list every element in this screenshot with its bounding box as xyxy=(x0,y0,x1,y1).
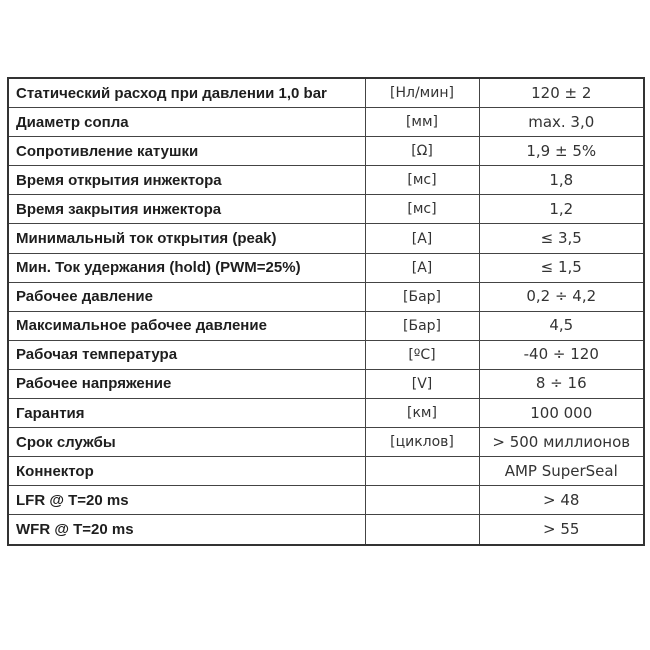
param-name: Срок службы xyxy=(8,428,365,457)
param-name: WFR @ T=20 ms xyxy=(8,515,365,545)
table-row xyxy=(8,78,644,108)
table-row xyxy=(8,340,644,369)
param-name: Мин. Ток удержания (hold) (PWM=25%) xyxy=(8,253,365,282)
table-row xyxy=(8,253,644,282)
param-unit: [A] xyxy=(365,253,479,282)
param-value: 4,5 xyxy=(479,311,644,340)
param-unit: [мс] xyxy=(365,166,479,195)
table-row xyxy=(8,108,644,137)
param-name: Сопротивление катушки xyxy=(8,137,365,166)
table-row xyxy=(8,515,644,545)
param-name: Максимальное рабочее давление xyxy=(8,311,365,340)
param-unit: [циклов] xyxy=(365,428,479,457)
table-row xyxy=(8,457,644,486)
param-value: 0,2 ÷ 4,2 xyxy=(479,282,644,311)
param-name: Рабочее давление xyxy=(8,282,365,311)
param-value: 1,9 ± 5% xyxy=(479,137,644,166)
param-name: Диаметр сопла xyxy=(8,108,365,137)
table-row xyxy=(8,195,644,224)
param-value: 100 000 xyxy=(479,399,644,428)
table-row xyxy=(8,369,644,398)
param-name: Время открытия инжектора xyxy=(8,166,365,195)
param-value: -40 ÷ 120 xyxy=(479,340,644,369)
param-value: > 55 xyxy=(479,515,644,545)
table-row xyxy=(8,166,644,195)
param-value: 1,8 xyxy=(479,166,644,195)
param-value: 120 ± 2 xyxy=(479,78,644,108)
param-value: > 48 xyxy=(479,486,644,515)
table-row xyxy=(8,428,644,457)
param-value: ≤ 3,5 xyxy=(479,224,644,253)
param-unit xyxy=(365,486,479,515)
param-unit: [Бар] xyxy=(365,282,479,311)
param-name: Статический расход при давлении 1,0 bar xyxy=(8,78,365,108)
table-row xyxy=(8,137,644,166)
param-unit: [Бар] xyxy=(365,311,479,340)
param-unit: [ºC] xyxy=(365,340,479,369)
param-value: > 500 миллионов xyxy=(479,428,644,457)
param-value: 1,2 xyxy=(479,195,644,224)
param-name: Минимальный ток открытия (peak) xyxy=(8,224,365,253)
param-unit: [A] xyxy=(365,224,479,253)
param-name: LFR @ T=20 ms xyxy=(8,486,365,515)
param-unit: [мм] xyxy=(365,108,479,137)
param-name: Время закрытия инжектора xyxy=(8,195,365,224)
param-unit: [V] xyxy=(365,369,479,398)
table-row xyxy=(8,486,644,515)
param-unit: [км] xyxy=(365,399,479,428)
param-unit: [Нл/мин] xyxy=(365,78,479,108)
table-row xyxy=(8,282,644,311)
param-name: Рабочая температура xyxy=(8,340,365,369)
param-value: 8 ÷ 16 xyxy=(479,369,644,398)
table-row xyxy=(8,224,644,253)
param-name: Рабочее напряжение xyxy=(8,369,365,398)
param-value: ≤ 1,5 xyxy=(479,253,644,282)
table-row xyxy=(8,399,644,428)
param-value: AMP SuperSeal xyxy=(479,457,644,486)
param-name: Коннектор xyxy=(8,457,365,486)
table-row xyxy=(8,311,644,340)
param-unit xyxy=(365,457,479,486)
param-name: Гарантия xyxy=(8,399,365,428)
param-unit: [Ω] xyxy=(365,137,479,166)
param-unit: [мс] xyxy=(365,195,479,224)
param-value: max. 3,0 xyxy=(479,108,644,137)
spec-table xyxy=(7,77,645,546)
param-unit xyxy=(365,515,479,545)
